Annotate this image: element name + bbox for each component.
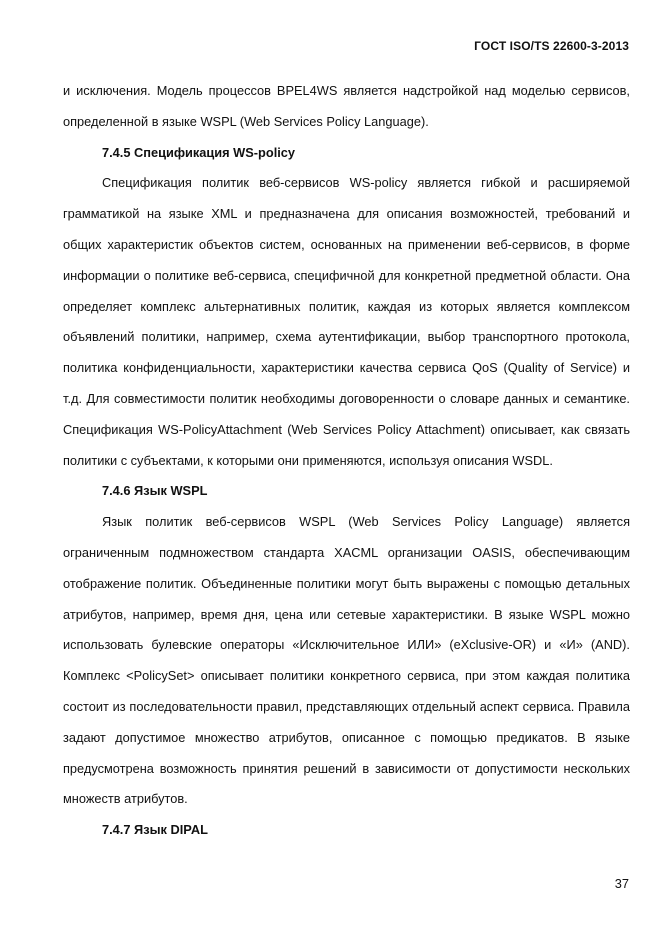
- intro-paragraph: и исключения. Модель процессов BPEL4WS является надстройкой над моделью сервисов, определенной в языке WSPL (Web Services Policy Language).: [63, 83, 630, 129]
- section-heading-7-4-5: 7.4.5 Спецификация WS-policy: [102, 144, 296, 160]
- document-body: [63, 76, 630, 846]
- section-heading-7-4-6: 7.4.6 Язык WSPL: [102, 483, 208, 499]
- section-paragraph-ws-policy: Спецификация политик веб-сервисов WS-policy является гибкой и расширяемой грамматикой на языке XML и предназначена для описания возможностей, требований и общих характеристик объектов систем, основанных на применении веб-сервисов, в форме информации о политике веб-сервиса, специфичной для конкретной предметной области. Она определяет комплекс альтернативных политик, каждая из которых является комплексом объявлений политики, например, схема аутентификации, выбор транспортного протокола, политика конфиденциальности, характеристики качества сервиса QoS (Quality of Service) и т.д. Для совместимости политик необходимы договоренности о словаре данных и семантике. Спецификация WS-PolicyAttachment (Web Services Policy Attachment) описывает, как связать политики с субъектами, к которыми они применяются, используя описания WSDL.: [63, 175, 630, 468]
- page-number: 37: [614, 876, 629, 891]
- section-paragraph-wspl: Язык политик веб-сервисов WSPL (Web Services Policy Language) является ограниченным подмножеством стандарта XACML организации OASIS, обеспечивающим отображение политик. Объединенные политики могут быть выражены с помощью детальных атрибутов, например, время дня, цена или сетевые характеристики. В языке WSPL можно использовать булевские операторы «Исключительное ИЛИ» (eXclusive-OR) и «И» (AND). Комплекс <PolicySet> описывает политики конкретного сервиса, при этом каждая политика состоит из последовательности правил, представляющих отдельный аспект сервиса. Правила задают допустимое множество атрибутов, описанное с помощью предикатов. В языке предусмотрена возможность принятия решений в зависимости от допустимости нескольких множеств атрибутов.: [63, 514, 630, 807]
- section-heading-7-4-7: 7.4.7 Язык DIPAL: [102, 822, 208, 838]
- standard-designation: ГОСТ ISO/TS 22600-3-2013: [474, 39, 629, 53]
